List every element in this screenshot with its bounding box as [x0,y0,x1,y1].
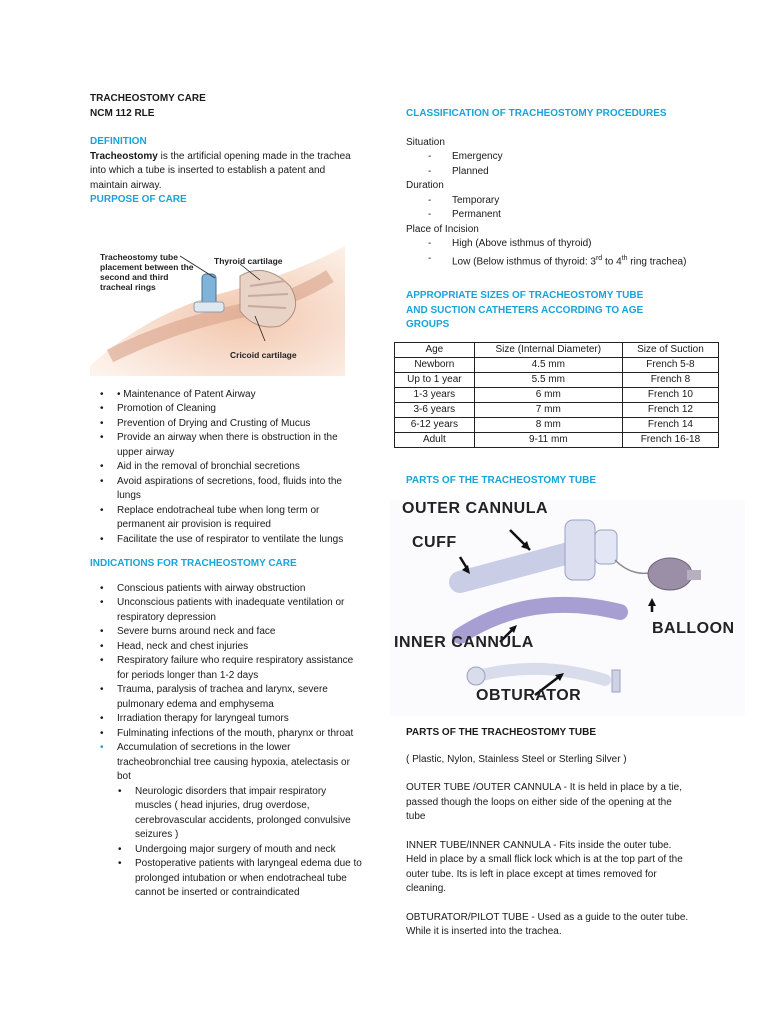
list-item: • Head, neck and chest injuries [90,640,365,655]
tube-parts-figure [390,500,745,716]
list-item: • Postoperative patients with laryngeal edema due to prolonged intubation or when endotracheal tube cannot be inserted or contraindicated [108,857,365,901]
list-item: - Planned [406,165,721,180]
table-cell: French 16-18 [622,432,718,447]
label-inner-cannula: INNER CANNULA [394,634,534,652]
indications-heading: INDICATIONS FOR TRACHEOSTOMY CARE [90,558,297,569]
tracheostomy-placement-figure [90,216,345,376]
purpose-heading: PURPOSE OF CARE [90,194,187,205]
list-item: • Facilitate the use of respirator to ventilate the lungs [90,533,365,548]
figure-label-cricoid: Cricoid cartilage [230,349,297,360]
table-cell: French 8 [622,372,718,387]
list-item: • Replace endotracheal tube when long term or permanent air provision is required [90,504,365,533]
duration-label: Duration [406,180,444,191]
inner-tube-text: INNER TUBE/INNER CANNULA - Fits inside the outer tube. Held in place by a small flick lock which is at the top part of the outer tube. Its is left in place except at times removed for cleaning. [406,839,683,895]
list-item: - Emergency [406,150,721,165]
list-item [406,252,721,270]
definition-paragraph [90,150,365,194]
list-item: • Fulminating infections of the mouth, pharynx or throat [90,727,365,742]
list-item: • Prevention of Drying and Crusting of Mucus [90,417,365,432]
list-item: • Unconscious patients with inadequate ventilation or respiratory depression [90,596,365,625]
table-cell: Adult [395,432,475,447]
incision-low-text: ring trachea) [627,255,687,267]
list-item: • Conscious patients with airway obstruction [90,582,365,597]
table-row [395,387,719,402]
incision-low-text: Low (Below isthmus of thyroid: 3 [452,255,596,267]
table-cell: 3-6 years [395,402,475,417]
list-item: • Avoid aspirations of secretions, food, fluids into the lungs [90,475,365,504]
table-cell: 9-11 mm [474,432,622,447]
table-cell: 1-3 years [395,387,475,402]
table-header: Size of Suction [622,342,718,357]
parts-heading: PARTS OF THE TRACHEOSTOMY TUBE [406,474,597,486]
label-balloon: BALLOON [652,620,735,638]
doc-title: TRACHEOSTOMY CARE [90,93,206,104]
table-cell: French 5-8 [622,357,718,372]
table-cell: 4.5 mm [474,357,622,372]
list-item: • Severe burns around neck and face [90,625,365,640]
table-header-row [395,342,719,357]
definition-text: is the artificial opening made in the trachea into which a tube is inserted to establish a patent and maintain airway. [90,150,351,191]
materials-text: ( Plastic, Nylon, Stainless Steel or Sterling Silver ) [406,753,627,765]
table-cell: 6 mm [474,387,622,402]
superscript: rd [595,254,603,262]
table-cell: 7 mm [474,402,622,417]
label-outer-cannula: OUTER CANNULA [402,500,549,518]
left-column [90,92,365,901]
table-cell: French 12 [622,402,718,417]
right-column [394,92,735,940]
purpose-list [90,388,365,548]
sizes-heading: APPROPRIATE SIZES OF TRACHEOSTOMY TUBE AND SUCTION CATHETERS ACCORDING TO AGE GROUPS [406,290,644,331]
list-item: - Permanent [406,208,721,223]
neck-anatomy-illustration [90,216,345,376]
situation-label: Situation [406,136,445,148]
sizes-table [394,342,719,448]
parts-subheading: PARTS OF THE TRACHEOSTOMY TUBE [406,727,597,739]
table-cell: 6-12 years [395,417,475,432]
situation-list [406,150,721,179]
list-item: • Promotion of Cleaning [90,402,365,417]
indications-sublist [90,785,365,901]
incision-list [406,237,721,269]
table-cell: French 14 [622,417,718,432]
table-cell: 5.5 mm [474,372,622,387]
table-cell: Up to 1 year [395,372,475,387]
list-item: • Aid in the removal of bronchial secretions [90,460,365,475]
figure-label-thyroid: Thyroid cartilage [214,255,283,266]
list-item: - Temporary [406,194,721,209]
list-item: • Provide an airway when there is obstruction in the upper airway [90,431,365,460]
table-row [395,432,719,447]
table-row [395,372,719,387]
list-item: • Respiratory failure who require respiratory assistance for periods longer than 1-2 days [90,654,365,683]
table-row [395,417,719,432]
table-header: Size (Internal Diameter) [474,342,622,357]
definition-heading: DEFINITION [90,136,147,147]
classification-heading: CLASSIFICATION OF TRACHEOSTOMY PROCEDURES [406,108,667,119]
obturator-text: OBTURATOR/PILOT TUBE - Used as a guide to the outer tube. While it is inserted into the trachea. [406,911,689,938]
table-cell: 8 mm [474,417,622,432]
table-row [395,402,719,417]
list-item: • Accumulation of secretions in the lower tracheobronchial tree causing hypoxia, atelectasis or bot [90,741,365,785]
label-obturator: OBTURATOR [476,687,582,705]
outer-tube-text: OUTER TUBE /OUTER CANNULA - It is held in place by a tie, passed though the loops on either side of the opening at the tube [406,782,683,823]
list-item: • Irradiation therapy for laryngeal tumors [90,712,365,727]
course-code: NCM 112 RLE [90,107,155,119]
figure-label-placement: Tracheostomy tube placement between the second and third tracheal rings [100,251,194,292]
table-cell: French 10 [622,387,718,402]
list-item: • Undergoing major surgery of mouth and neck [108,843,365,858]
table-cell: Newborn [395,357,475,372]
incision-label: Place of Incision [406,223,479,235]
table-row [395,357,719,372]
list-item: • Trauma, paralysis of trachea and larynx, severe pulmonary edema and emphysema [90,683,365,712]
duration-list [406,194,721,223]
list-item: • • Maintenance of Patent Airway [90,388,365,403]
definition-term: Tracheostomy [90,150,158,162]
list-item: - High (Above isthmus of thyroid) [406,237,721,252]
incision-low-text: to 4 [602,255,622,267]
list-item: • Neurologic disorders that impair respiratory muscles ( head injuries, drug overdose, cerebrovascular accidents, prolonged convulsive seizures ) [108,785,365,843]
tracheostomy-tube-illustration [390,500,745,716]
label-cuff: CUFF [412,534,457,552]
indications-list [90,582,365,785]
table-header: Age [395,342,475,357]
superscript: th [621,254,628,262]
